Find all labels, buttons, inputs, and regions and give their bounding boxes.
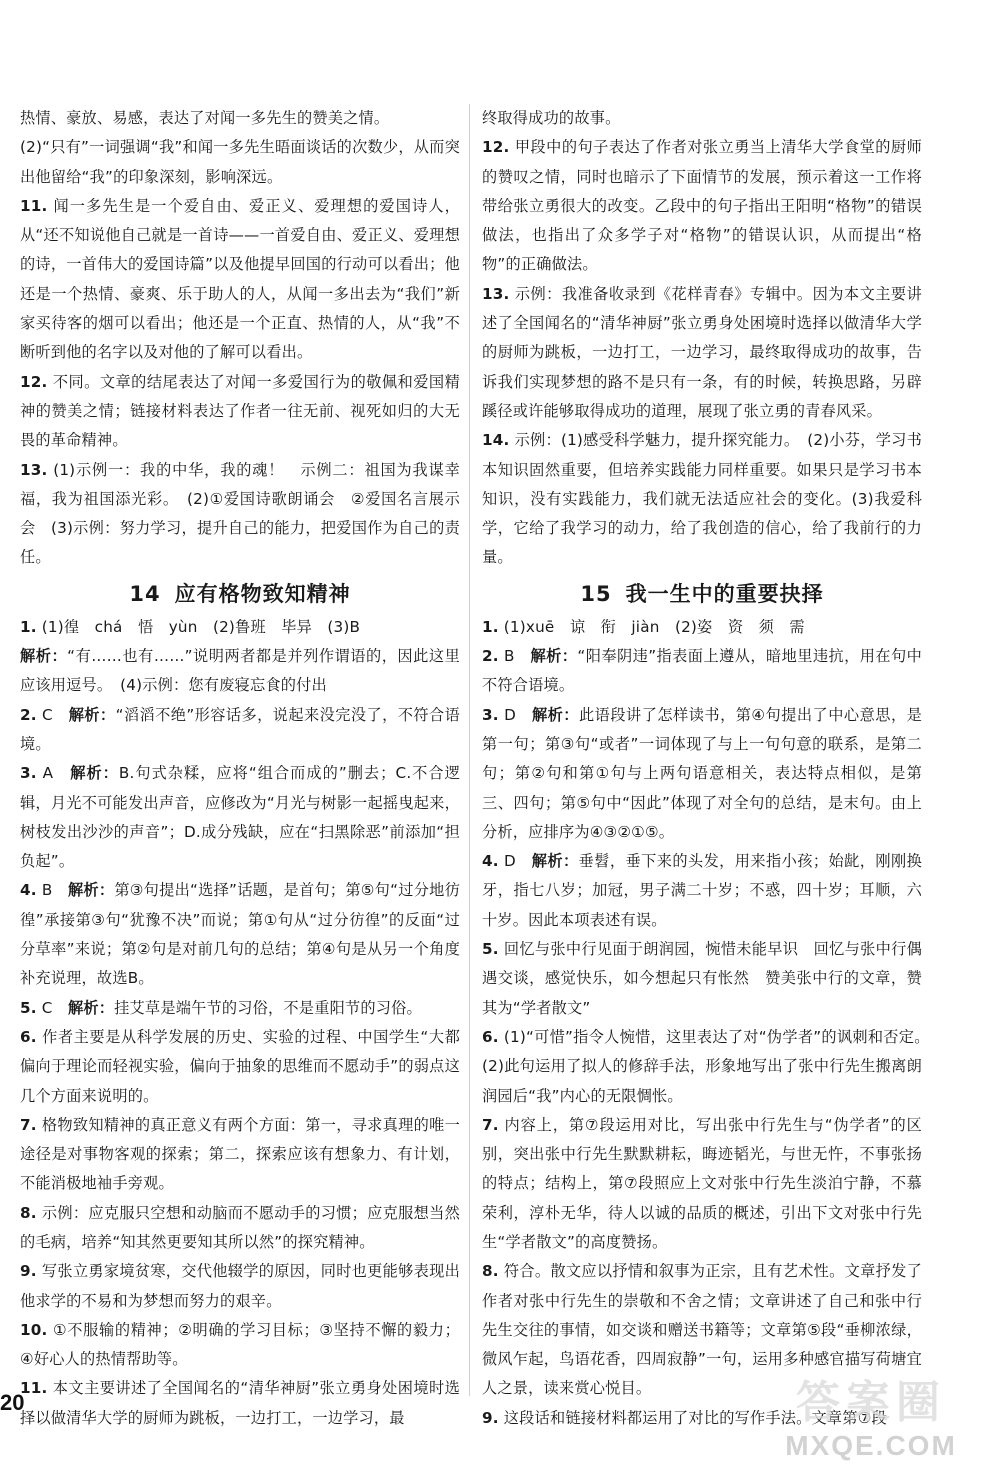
answer-paragraph: 1. (1)xuē 谅 衔 jiàn (2)姿 资 须 需 bbox=[482, 617, 805, 636]
watermark-seal-text: 答案圈 bbox=[796, 1377, 946, 1428]
answer-paragraph: 7. 内容上，第⑦段运用对比，写出张中行先生与“伪学者”的区别，突出张中行先生默默耕耘，晦迹韬光，与世无忤，不事张扬的特点；结构上，第⑦段照应上文对张中行先生淡泊宁静，不慕荣利，淳朴无华，待人以诚的品质的概述，引出下文对张中行先生“学者散文”的高度赞扬。 bbox=[482, 1115, 922, 1251]
answer-paragraph: 解析：“有……也有……”说明两者都是并列作谓语的，因此这里应该用逗号。 (4)示例：您有废寝忘食的付出 bbox=[20, 647, 460, 695]
answer-paragraph: 热情、豪放、易感，表达了对闻一多先生的赞美之情。 bbox=[20, 109, 390, 127]
left-column bbox=[20, 104, 460, 1433]
answer-paragraph: 6. 作者主要是从科学发展的历史、实验的过程、中国学生“大都偏向于理论而轻视实验，偏向于抽象的思维而不愿动手”的弱点这几个方面来说明的。 bbox=[20, 1027, 460, 1105]
answer-paragraph: 10. ①不服输的精神；②明确的学习目标；③坚持不懈的毅力；④好心人的热情帮助等。 bbox=[20, 1320, 461, 1369]
page-number: 20 bbox=[0, 1390, 25, 1415]
answer-paragraph: 12. 不同。文章的结尾表达了对闻一多爱国行为的敬佩和爱国精神的赞美之情；链接材料表达了作者一往无前、视死如归的大无畏的革命精神。 bbox=[20, 372, 460, 450]
section-14-answers bbox=[20, 613, 460, 1433]
answer-paragraph: 2. B 解析：“阳奉阴违”指表面上遵从，暗地里违抗，用在句中不符合语境。 bbox=[482, 647, 922, 695]
answer-paragraph: 9. 这段话和链接材料都运用了对比的写作手法。文章第⑦段 bbox=[482, 1408, 887, 1427]
section-number: 14 bbox=[129, 581, 161, 606]
section-title: 我一生中的重要抉择 bbox=[625, 581, 824, 606]
answer-paragraph: 4. B 解析：第③句提出“选择”话题，是首句；第⑤句“过分地彷徨”承接第③句“犹豫不决”而说；第①句从“过分彷徨”的反面“过分草率”来说；第②句是对前几句的总结；第④句是从另一个角度补充说理，故选B。 bbox=[20, 881, 460, 988]
section-heading-14 bbox=[20, 576, 460, 612]
section-15-answers bbox=[482, 613, 938, 1433]
answer-paragraph: 12. 甲段中的句子表达了作者对张立勇当上清华大学食堂的厨师的赞叹之情，同时也暗示了下面情节的发展，预示着这一工作将带给张立勇很大的改变。乙段中的句子指出王阳明“格物”的错误做法，也指出了众多学子对“格物”的错误认识，从而提出“格物”的正确做法。 bbox=[482, 138, 922, 274]
right-column bbox=[482, 104, 938, 1433]
answer-paragraph: 1. (1)徨 chá 悟 yùn (2)鲁班 毕异 (3)B bbox=[20, 617, 361, 636]
column-divider bbox=[469, 104, 470, 1396]
section-heading-15 bbox=[482, 576, 922, 612]
answer-paragraph: 13. 示例：我准备收录到《花样青春》专辑中。因为本文主要讲述了全国闻名的“清华神厨”张立勇身处困境时选择以做清华大学的厨师为跳板，一边打工，一边学习，最终取得成功的故事，告诉我们实现梦想的路不是只有一条，有的时候，转换思路，另辟蹊径或许能够取得成功的道理，展现了张立勇的青春风采。 bbox=[482, 284, 922, 420]
answer-paragraph: 6. (1)“可惜”指令人惋惜，这里表达了对“伪学者”的讽刺和否定。 (2)此句运用了拟人的修辞手法，形象地写出了张中行先生搬离朗润园后“我”内心的无限惆怅。 bbox=[482, 1027, 938, 1105]
section-title: 应有格物致知精神 bbox=[174, 581, 351, 606]
section-number: 15 bbox=[580, 581, 612, 606]
answer-paragraph: (2)“只有”一词强调“我”和闻一多先生晤面谈话的次数少，从而突出他留给“我”的印象深刻，影响深远。 bbox=[20, 138, 460, 186]
answer-paragraph: 11. 闻一多先生是一个爱自由、爱正义、爱理想的爱国诗人，从“还不知说他自己就是一首诗——一首爱自由、爱正义、爱理想的诗，一首伟大的爱国诗篇”以及他提早回国的行动可以看出；他还是一个热情、豪爽、乐于助人的人，从闻一多出去为“我们”新家买待客的烟可以看出；他还是一个正直、热情的人，从“我”不断听到他的名字以及对他的了解可以看出。 bbox=[20, 196, 461, 362]
answer-paragraph: 9. 写张立勇家境贫寒，交代他辍学的原因，同时也更能够表现出他求学的不易和为梦想而努力的艰辛。 bbox=[20, 1262, 461, 1310]
answer-paragraph: 终取得成功的故事。 bbox=[482, 109, 621, 127]
answer-paragraph: 8. 示例：应克服只空想和动脑而不愿动手的习惯；应克服想当然的毛病，培养“知其然更要知其所以然”的探究精神。 bbox=[20, 1203, 461, 1251]
right-top-answers bbox=[482, 104, 922, 573]
answer-paragraph: 5. 回忆与张中行见面于朗润园，惋惜未能早识 回忆与张中行偶遇交谈，感觉快乐，如今想起只有怅然 赞美张中行的文章，赞其为“学者散文” bbox=[482, 940, 923, 1017]
watermark-logo bbox=[756, 1374, 986, 1466]
answer-paragraph: 7. 格物致知精神的真正意义有两个方面：第一，寻求真理的唯一途径是对事物客观的探索；第二，探索应该有想象力、有计划，不能消极地袖手旁观。 bbox=[20, 1115, 461, 1193]
watermark-url: MXQE.COM bbox=[785, 1430, 957, 1461]
answer-paragraph: 8. 符合。散文应以抒情和叙事为正宗，且有艺术性。文章抒发了作者对张中行先生的崇敬和不舍之情；文章讲述了自己和张中行先生交往的事情，如交谈和赠送书籍等；文章第⑤段“垂柳浓绿，微风乍起，鸟语花香，四周寂静”一句，运用多种感官描写荷塘宜人之景，读来赏心悦目。 bbox=[482, 1262, 923, 1398]
left-top-answers bbox=[20, 104, 460, 573]
answer-paragraph: 3. D 解析：此语段讲了怎样读书，第④句提出了中心意思，是第一句；第③句“或者”一词体现了与上一句句意的联系，是第二句；第②句和第①句与上两句语意相关，表达特点相似，是第三、四句；第⑤句中“因此”体现了对全句的总结，是末句。由上分析，应排序为④③②①⑤。 bbox=[482, 705, 923, 841]
answer-paragraph: 2. C 解析：“滔滔不绝”形容话多，说起来没完没了，不符合语境。 bbox=[20, 705, 460, 753]
answer-paragraph: 4. D 解析：垂髫，垂下来的头发，用来指小孩；始龀，刚刚换牙，指七八岁；加冠，男子满二十岁；不惑，四十岁；耳顺，六十岁。因此本项表述有误。 bbox=[482, 852, 922, 929]
answer-paragraph: 14. 示例：(1)感受科学魅力，提升探究能力。 (2)小芬，学习书本知识固然重要，但培养实践能力同样重要。如果只是学习书本知识，没有实践能力，我们就无法适应社会的变化。(3)我爱科学，它给了我学习的动力，给了我创造的信心，给了我前行的力量。 bbox=[482, 431, 922, 567]
answer-paragraph: 3. A 解析：B.句式杂糅，应将“组合而成的”删去；C.不合逻辑，月光不可能发出声音，应修改为“月光与树影一起摇曳起来，树枝发出沙沙的声音”；D.成分残缺，应在“扫黑除恶”前添加“担负起”。 bbox=[20, 764, 460, 871]
answer-paragraph: 5. C 解析：挂艾草是端午节的习俗，不是重阳节的习俗。 bbox=[20, 998, 422, 1017]
answer-paragraph: 13. (1)示例一：我的中华，我的魂！ 示例二：祖国为我谋幸福，我为祖国添光彩。 (2)①爱国诗歌朗诵会 ②爱国名言展示会 (3)示例：努力学习，提升自己的能力，把爱国作为自己的责任。 bbox=[20, 460, 460, 567]
answer-paragraph: 11. 本文主要讲述了全国闻名的“清华神厨”张立勇身处困境时选择以做清华大学的厨师为跳板，一边打工，一边学习，最 bbox=[20, 1379, 461, 1427]
